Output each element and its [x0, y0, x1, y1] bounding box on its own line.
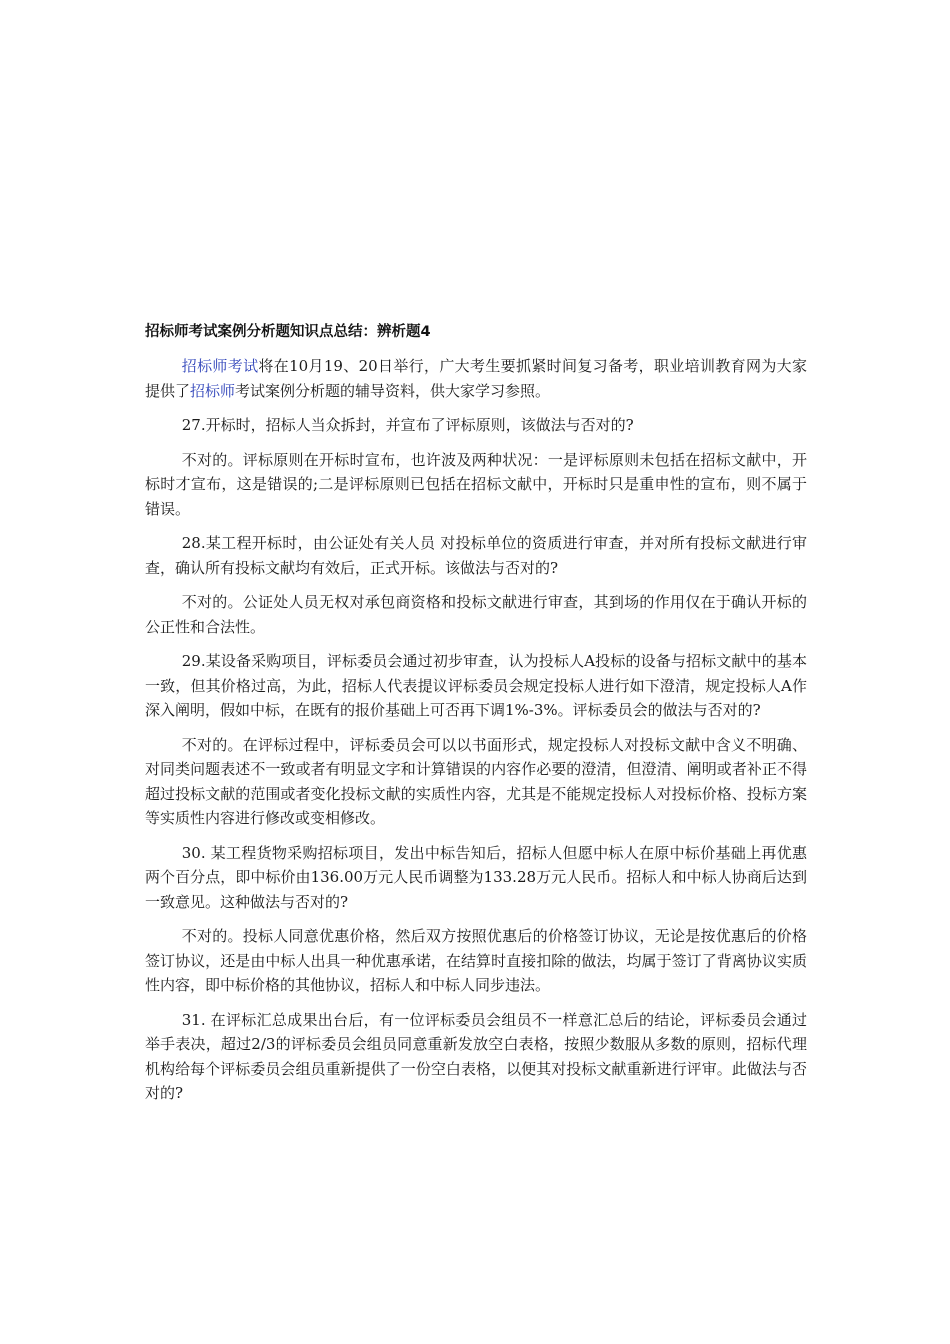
document-content [145, 320, 807, 1116]
exam-link[interactable]: 招标师考试 [181, 357, 259, 375]
answer-28: 不对的。公证处人员无权对承包商资格和投标文献进行审查，其到场的作用仅在于确认开标的公正性和合法性。 [145, 593, 807, 636]
intro-text-1: 将在10月19、20日举行，广大考生要抓紧时间复习备考，职业培训教育网为大家提供了 [145, 357, 807, 400]
question-31: 31. 在评标汇总成果出台后，有一位评标委员会组员不一样意汇总后的结论，评标委员会通过举手表决，超过2/3的评标委员会组员同意重新发放空白表格，按照少数服从多数的原则，招标代理机构给每个评标委员会组员重新提供了一份空白表格，以便其对投标文献重新进行评审。此做法与否对的? [145, 1010, 807, 1102]
intro-paragraph [145, 354, 807, 403]
answer-30: 不对的。投标人同意优惠价格，然后双方按照优惠后的价格签订协议，无论是按优惠后的价格签订协议，还是由中标人出具一种优惠承诺，在结算时直接扣除的做法，均属于签订了背离协议实质性内容，即中标价格的其他协议，招标人和中标人同步违法。 [145, 927, 807, 994]
intro-text-2: 考试案例分析题的辅导资料，供大家学习参照。 [235, 381, 551, 400]
question-29: 29.某设备采购项目，评标委员会通过初步审查，认为投标人A投标的设备与招标文献中的基本一致，但其价格过高，为此，招标人代表提议评标委员会规定投标人进行如下澄清，规定投标人A作深入阐明，假如中标，在既有的报价基础上可否再下调1%-3%。评标委员会的做法与否对的? [145, 652, 807, 719]
tender-link[interactable]: 招标师 [190, 381, 236, 400]
question-30: 30. 某工程货物采购招标项目，发出中标告知后，招标人但愿中标人在原中标价基础上再优惠两个百分点，即中标价由136.00万元人民币调整为133.28万元人民币。招标人和中标人协商后达到一致意见。这种做法与否对的? [145, 843, 807, 911]
question-28: 28.某工程开标时，由公证处有关人员 对投标单位的资质进行审查，并对所有投标文献进行审查，确认所有投标文献均有效后，正式开标。该做法与否对的? [145, 534, 807, 577]
question-27: 27.开标时，招标人当众拆封，并宣布了评标原则，该做法与否对的? [181, 416, 634, 434]
answer-27: 不对的。评标原则在开标时宣布，也许波及两种状况：一是评标原则未包括在招标文献中，开标时才宣布，这是错误的;二是评标原则已包括在招标文献中，开标时只是重申性的宣布，则不属于错误。 [145, 450, 807, 518]
document-title: 招标师考试案例分析题知识点总结：辨析题4 [145, 324, 431, 340]
answer-29: 不对的。在评标过程中，评标委员会可以以书面形式，规定投标人对投标文献中含义不明确、对同类问题表述不一致或者有明显文字和计算错误的内容作必要的澄清，但澄清、阐明或者补正不得超过投标文献的范围或者变化投标文献的实质性内容，尤其是不能规定投标人对投标价格、投标方案等实质性内容进行修改或变相修改。 [145, 735, 807, 827]
